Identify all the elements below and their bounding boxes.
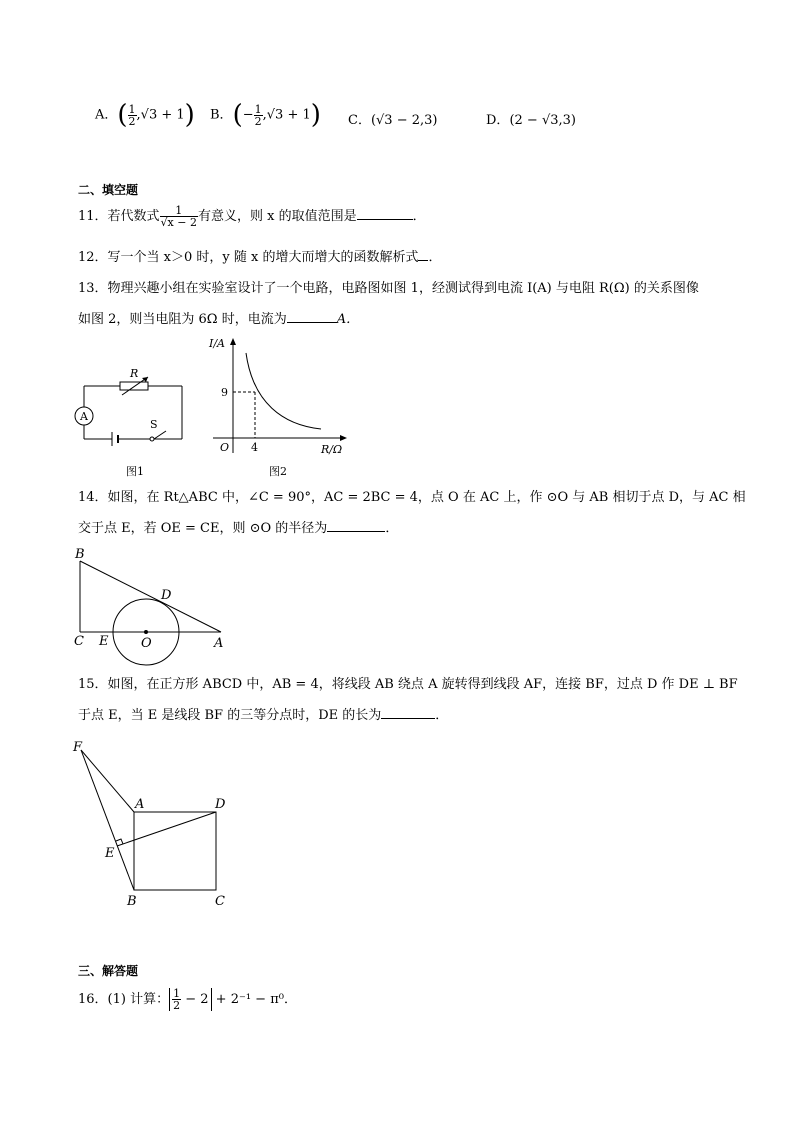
fraction-denominator: 2	[128, 114, 136, 128]
answer-blank[interactable]	[327, 519, 385, 532]
q16-rest: + 2⁻¹ − π⁰．	[211, 992, 297, 1007]
option-c-body: (√3 − 2,3)	[370, 113, 438, 128]
label-c: C	[74, 634, 84, 649]
fraction-numerator: 1	[160, 205, 198, 217]
fraction	[172, 988, 181, 1011]
option-d	[486, 109, 576, 128]
paren-left: (	[117, 100, 128, 130]
answer-blank[interactable]	[357, 207, 413, 220]
option-c-label: C．	[348, 113, 371, 128]
answer-blank[interactable]	[418, 248, 428, 261]
arrow-head	[340, 435, 347, 441]
label-e: E	[99, 634, 109, 649]
label-r: R	[130, 367, 139, 380]
fraction	[254, 104, 263, 127]
label-a: A	[135, 797, 145, 812]
figure-1-circuit	[70, 365, 190, 480]
option-b-rest: ,√3 + 1	[262, 107, 311, 123]
q15-line2-text: 于点 E，当 E 是线段 BF 的三等分点时，DE 的长为	[78, 708, 382, 723]
origin-label: O	[220, 441, 230, 454]
fraction	[128, 104, 137, 127]
label-d: D	[161, 588, 172, 603]
question-14-line-2	[78, 519, 398, 539]
segment-fa	[81, 750, 134, 812]
q11-end: ．	[412, 209, 426, 224]
switch-contact	[150, 437, 154, 441]
paren-right: )	[184, 100, 195, 130]
q13-line2-text: 如图 2，则当电阻为 6Ω 时，电流为	[78, 312, 287, 327]
segment-fb	[81, 750, 134, 890]
q13-line2-end: A．	[336, 312, 360, 327]
fraction	[160, 205, 198, 228]
question-16	[78, 988, 297, 1011]
option-b-label: B．	[210, 107, 233, 123]
option-b	[210, 102, 321, 128]
label-c: C	[215, 894, 225, 909]
q14-line2-text: 交于点 E，若 OE = CE，则 ⊙O 的半径为	[78, 521, 328, 536]
label-o: O	[141, 636, 152, 651]
paren-left: (	[232, 100, 243, 130]
answer-blank[interactable]	[287, 310, 337, 323]
figure-2-graph	[203, 333, 353, 481]
option-a-label: A．	[95, 107, 118, 123]
label-e: E	[105, 846, 115, 861]
curve	[246, 353, 321, 429]
q15-end: ．	[435, 708, 449, 723]
option-a	[95, 102, 195, 128]
label-b: B	[75, 547, 85, 562]
q16-inner: − 2	[181, 992, 209, 1007]
fraction-numerator: 1	[173, 987, 181, 1000]
answer-blank[interactable]	[381, 706, 435, 719]
option-a-rest: ,√3 + 1	[136, 107, 185, 123]
q12-text: 12．写一个当 x＞0 时，y 随 x 的增大而增大的函数解析式	[78, 250, 419, 265]
label-d: D	[215, 797, 226, 812]
figure-caption: 图1	[126, 465, 144, 478]
fraction-denominator: 2	[173, 999, 181, 1012]
arrow-head	[142, 377, 148, 382]
paren-right: )	[310, 100, 321, 130]
segment-ab	[80, 561, 221, 632]
figure-q15	[65, 737, 240, 912]
question-13-line-1: 13．物理兴趣小组在实验室设计了一个电路，电路图如图 1，经测试得到电流 I(A) 与电阻 R(Ω) 的关系图像	[78, 281, 699, 296]
label-a: A	[80, 410, 88, 423]
segment-de	[117, 812, 216, 846]
fraction-denominator: 2	[254, 114, 262, 128]
label-a: A	[214, 636, 224, 651]
q11-prefix: 11．若代数式	[78, 209, 160, 224]
option-c	[348, 109, 437, 128]
q12-end: ．	[428, 250, 442, 265]
square-abcd	[134, 812, 216, 890]
section-title: 二、填空题	[78, 183, 139, 197]
figure-q14	[70, 545, 240, 670]
center-point	[144, 630, 148, 634]
switch	[154, 431, 166, 439]
q11-text: 有意义，则 x 的取值范围是	[197, 209, 357, 224]
minus-sign: −	[242, 107, 254, 123]
question-14-line-1: 14．如图，在 Rt△ABC 中，∠C = 90°，AC = 2BC = 4，点 O 在 AC 上，作 ⊙O 与 AB 相切于点 D，与 AC 相	[78, 490, 746, 505]
x-axis-label: R/Ω	[321, 443, 343, 456]
figure-caption: 图2	[269, 465, 287, 478]
absolute-value	[169, 988, 211, 1011]
fraction-numerator: 1	[128, 102, 136, 116]
option-d-body: (2 − √3,3)	[509, 113, 576, 128]
y-axis-label: I/A	[209, 337, 225, 350]
y-tick: 9	[221, 386, 228, 399]
question-13-line-2	[78, 310, 359, 330]
fraction-numerator: 1	[254, 102, 262, 116]
arrow-head	[230, 338, 236, 345]
label-f: F	[73, 740, 83, 755]
question-11	[78, 205, 426, 228]
label-s: S	[150, 418, 158, 431]
q16-prefix: 16．(1) 计算：	[78, 992, 170, 1007]
question-15-line-2	[78, 706, 448, 726]
fraction-denominator: √x − 2	[160, 216, 197, 229]
x-tick: 4	[251, 441, 258, 454]
right-angle-mark	[116, 839, 123, 844]
q14-end: ．	[385, 521, 399, 536]
option-d-label: D．	[486, 113, 510, 128]
label-b: B	[127, 894, 137, 909]
question-15-line-1: 15．如图，在正方形 ABCD 中，AB = 4，将线段 AB 绕点 A 旋转得到线段 AF，连接 BF，过点 D 作 DE ⊥ BF	[78, 677, 738, 692]
question-12	[78, 248, 442, 268]
resistor	[120, 382, 148, 390]
section-title: 三、解答题	[78, 964, 139, 978]
